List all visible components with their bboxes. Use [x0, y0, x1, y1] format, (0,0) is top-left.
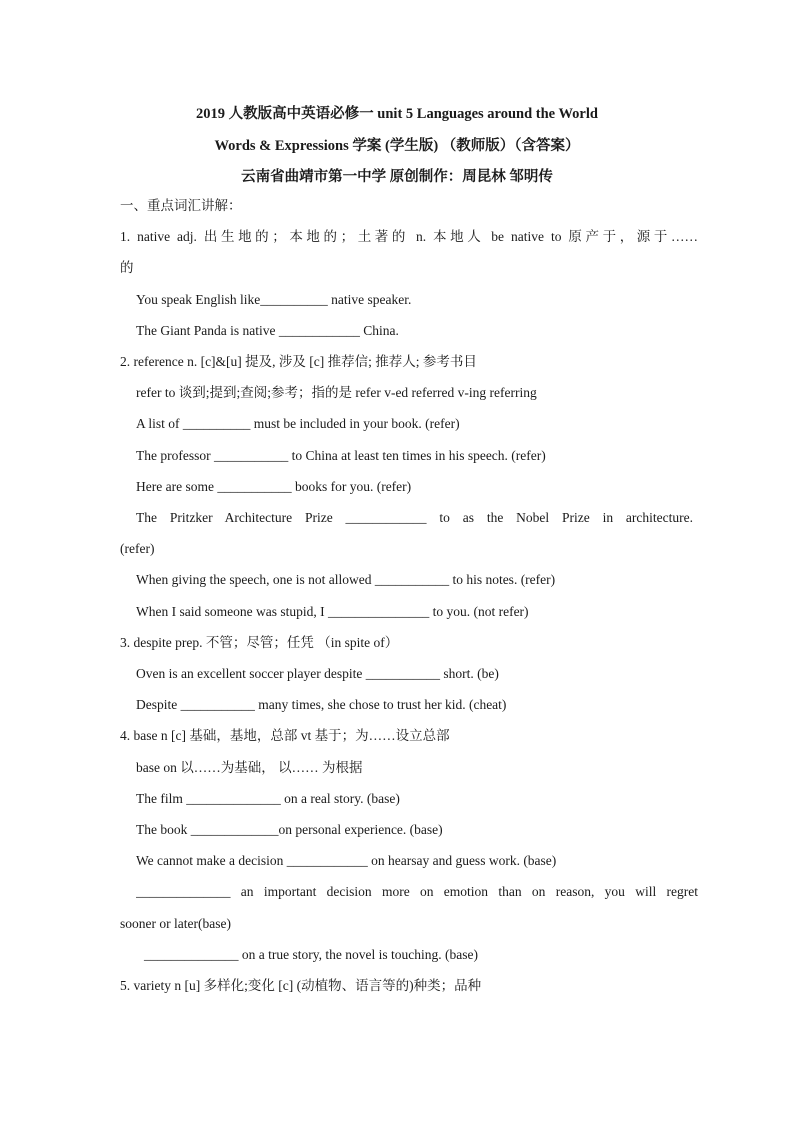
exercise-line: ______________ an important decision more on emotion than on reason, you will regret [136, 884, 698, 899]
document-subtitle: Words & Expressions 学案 (学生版) （教师版）（含答案） [214, 138, 580, 154]
exercise-line: When giving the speech, one is not allowed ___________ to his notes. (refer) [136, 572, 556, 587]
exercise-line: Here are some ___________ books for you. (refer) [136, 479, 412, 494]
document-title: 2019 人教版高中英语必修一 unit 5 Languages around the World [196, 106, 598, 122]
entry-5-heading: 5. variety n [u] 多样化;变化 [c] (动植物、语言等的)种类；品种 [120, 978, 482, 993]
exercise-line: A list of __________ must be included in your book. (refer) [136, 416, 460, 431]
entry-1-heading: 1. native adj. 出生地的；本地的；土著的 n. 本地人 be native to 原产于，源于…… [120, 229, 698, 244]
document-author-line: 云南省曲靖市第一中学 原创制作：周昆林 邹明传 [241, 169, 553, 185]
exercise-line: We cannot make a decision ____________ on hearsay and guess work. (base) [136, 853, 557, 868]
usage-note: base on 以……为基础， 以…… 为根据 [136, 760, 363, 775]
entry-3-heading: 3. despite prep. 不管；尽管；任凭 （in spite of） [120, 635, 399, 650]
exercise-line: The film ______________ on a real story. (base) [136, 791, 400, 806]
exercise-line: When I said someone was stupid, I _______________ to you. (not refer) [136, 604, 529, 619]
exercise-line: The professor ___________ to China at least ten times in his speech. (refer) [136, 448, 546, 463]
usage-note: refer to 谈到;提到;查阅;参考；指的是 refer v-ed referred v-ing referring [136, 385, 537, 400]
exercise-line-continued: (refer) [120, 541, 155, 556]
exercise-line: You speak English like__________ native speaker. [136, 292, 412, 307]
exercise-line: The Pritzker Architecture Prize ____________ to as the Nobel Prize in architecture. [136, 510, 693, 525]
exercise-line: Oven is an excellent soccer player despite ___________ short. (be) [136, 666, 499, 681]
exercise-line: ______________ on a true story, the novel is touching. (base) [144, 947, 478, 962]
entry-1-heading-continued: 的 [120, 260, 134, 275]
exercise-line: The book _____________on personal experience. (base) [136, 822, 443, 837]
entry-2-heading: 2. reference n. [c]&[u] 提及, 涉及 [c] 推荐信; 推荐人; 参考书目 [120, 354, 477, 369]
exercise-line: The Giant Panda is native ____________ China. [136, 323, 399, 338]
exercise-line-continued: sooner or later(base) [120, 916, 231, 931]
exercise-line: Despite ___________ many times, she chose to trust her kid. (cheat) [136, 697, 507, 712]
section-heading: 一、重点词汇讲解： [120, 198, 242, 213]
entry-4-heading: 4. base n [c] 基础，基地，总部 vt 基于；为……设立总部 [120, 728, 450, 743]
